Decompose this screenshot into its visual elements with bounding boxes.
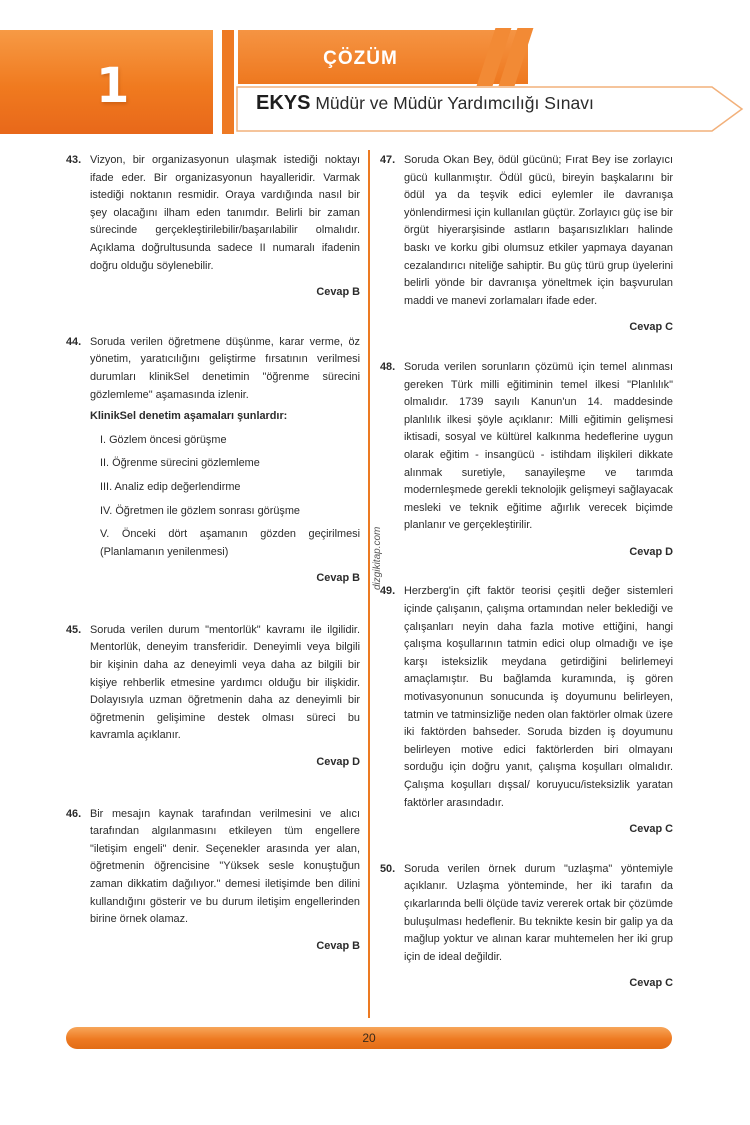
question-number: 45.	[66, 623, 82, 636]
exam-title	[256, 92, 594, 115]
chapter-number: 1	[96, 58, 130, 114]
question-number: 46.	[66, 807, 82, 820]
left-column	[66, 152, 360, 955]
answer: Cevap C	[629, 823, 673, 836]
solution-title: ÇÖZÜM	[323, 48, 398, 69]
question-number: 47.	[380, 154, 396, 166]
stage-item: I. Gözlem öncesi görüşme	[100, 433, 227, 446]
question-49	[380, 583, 673, 838]
question-45	[66, 622, 360, 772]
answer: Cevap C	[629, 977, 673, 990]
stages-heading: KlinikSel denetim aşamaları şunlardır:	[90, 410, 288, 423]
question-text: Soruda verilen sorunların çözümü için temel alınması gereken Türk milli eğitiminin temel ilkesi "Planlılık" olmalıdır. 1739 sayılı Kanun'un 14. maddesinde planlılık ilkesi şöyle açıklanır: Milli eğitimin gelişmesi iktisadi, sosyal ve kültürel kalkınma hedeflerine uygun olarak eğitim - insangücü - istihdam ilişkileri dikkate alınmak suretiyle, sanayileşme ve tarımda modernleşmede gerekli teknolojik gelişmeyi sağlayacak mesleki ve teknik eğitime ağırlık verecek biçimde planlanır ve gerçekleştirilir.	[404, 360, 673, 532]
answer: Cevap B	[316, 572, 360, 585]
page-number: 20	[362, 1031, 376, 1045]
question-number: 49.	[380, 585, 396, 598]
question-text: Soruda verilen örnek durum "uzlaşma" yöntemiyle açıklanır. Uzlaşma yönteminde, her iki tarafın da çıkarlarında belli ölçüde taviz vererek ortak bir çözümde buluşulması hedeflenir. Bu teknikte kesin bir galip ya da mağlup yoktur ve alınan karar muhtemelen her iki grup için de ideal değildir.	[404, 862, 673, 963]
stage-item: III. Analiz edip değerlendirme	[100, 480, 241, 493]
stage-item: V. Önceki dört aşamanın gözden geçirilmesi (Planlamanın yenilenmesi)	[100, 528, 360, 558]
answer: Cevap D	[629, 545, 673, 558]
question-text: Soruda verilen öğretmene düşünme, karar verme, öz yönetim, yaratıcılığını geliştirme fırsatının verilmesi durumları klinikSel denetimin "öğrenme sürecini gözlemleme" aşamasında izlenir.	[90, 335, 360, 401]
stage-item: II. Öğrenme sürecini gözlemleme	[100, 457, 260, 470]
column-divider	[368, 150, 370, 1018]
question-43	[66, 152, 360, 302]
question-text: Soruda Okan Bey, ödül gücünü; Fırat Bey ise zorlayıcı gücü kullanmıştır. Ödül gücü, bireyin başkalarını bir ödül ya da teşvik edici eylemler ile davranışa yönlendirmesi için kullanılan güçtür. Zorlayıcı güç ise bir örgüt hiyerarşisinde astların başarısızlıkları halinde baskı ve korku gibi olumsuz etkiler yapmaya dayanan cezalandırıcı niteliğe sahiptir. Bu güç türü grup üyelerini belirli yönde bir davranışa yöneltmek için başvurulan maddi ve manevi zorlamaları ifade eder.	[404, 154, 673, 307]
question-text: Bir mesajın kaynak tarafından verilmesini ve alıcı tarafından algılanmasını etkileyen tüm engellere "iletişim engeli" denir. Seçenekler arasında yer alan, öğretmenin öğrencisine "Yüksek sesle konuştuğun zaman dikkatim dağılıyor." demesi iletişimde ben dilini kullandığını gösterir ve bu durum iletişim engellerinden birine örnek olamaz.	[90, 807, 360, 926]
question-44	[66, 334, 360, 588]
watermark: dizgikitap.com	[372, 526, 383, 590]
answer: Cevap C	[629, 321, 673, 334]
question-46	[66, 806, 360, 956]
question-48	[380, 359, 673, 562]
question-text: Vizyon, bir organizasyonun ulaşmak istediği noktayı ifade eder. Bir organizasyonun hayalleridir. Varmak istediği noktanın resmidir. Oraya vardığında nasıl bir şey olacağını ilham eden tanımdır. Belirli bir zaman sürecinde gerçekleştirilebilir/başarılabilir olmalıdır. Açıklama doğrultusunda sadece II numaralı ifadenin doğru olduğu söylenebilir.	[90, 154, 360, 272]
question-47	[380, 152, 673, 337]
answer: Cevap B	[316, 939, 360, 952]
question-number: 43.	[66, 154, 82, 166]
exam-prefix: EKYS	[256, 92, 311, 114]
stage-item: IV. Öğretmen ile gözlem sonrası görüşme	[100, 504, 300, 517]
question-text: Herzberg'in çift faktör teorisi çeşitli değer sistemleri içinde çalışanın, çalışma ortamından neler beklediği ve çalışanları neyin daha fazla motive ettiğini, hangi çalışma koşullarının tatmin edici olup olmadığı ve işe karşı isteksizlik meydana getirdiğini belirlemeyi amaçlamıştır. Bu bağlamda kuramında, iş gören motivasyonunun sonucunda iş doyumunu belirleyen, tatmin ve tatminsizliğe neden olan faktörler olmak üzere iki faktörden bahseder. Soruda bizden iş doyumunu belirleyen motive edici faktörlerden biri olmayanı sorduğu için doğru yanıt, çalışma koşulları olmalıdır. Çalışma koşulları dışsal/ koruyucu/isteksizlik yaratan faktörler arasındadır.	[404, 585, 673, 809]
question-50	[380, 861, 673, 993]
question-text: Soruda verilen durum "mentorlük" kavramı ile ilgilidir. Mentorlük, deneyim transferidir. Deneyimli veya bilgili bir kişinin daha az deneyimli veya daha az bilgili bir kişiye rehberlik etmesine yardımcı olduğu bir ilişkidir. Dolayısıyla uzman öğretmenin daha az deneyimli bir öğretmenin gelişimine destek olması süreci bu kavramla açıklanır.	[90, 623, 360, 742]
header-stripe	[222, 30, 234, 134]
answer: Cevap D	[316, 756, 360, 769]
page-footer-bar	[66, 1027, 672, 1049]
question-number: 50.	[380, 862, 396, 875]
answer: Cevap B	[316, 286, 360, 299]
right-column	[380, 152, 673, 993]
question-number: 44.	[66, 335, 82, 348]
exam-name: Müdür ve Müdür Yardımcılığı Sınavı	[315, 93, 594, 113]
question-number: 48.	[380, 360, 396, 373]
